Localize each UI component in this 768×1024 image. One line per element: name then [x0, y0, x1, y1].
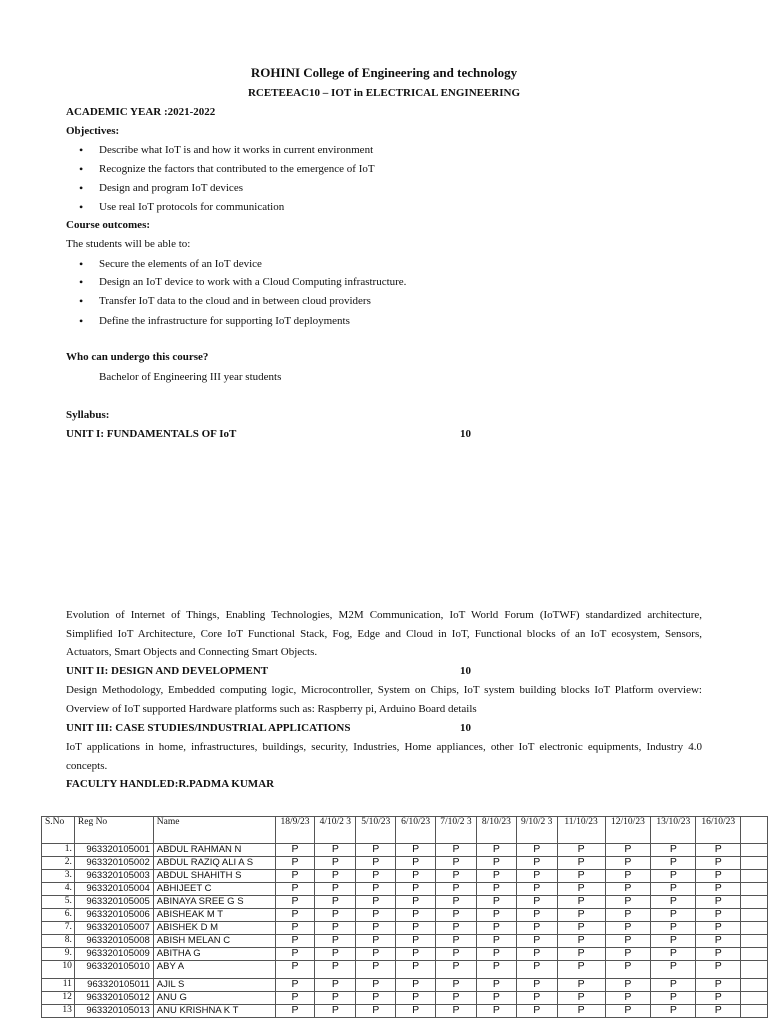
cell-attendance-mark: P	[315, 948, 356, 961]
cell-reg-no: 963320105013	[74, 1005, 153, 1018]
cell-attendance-mark: P	[605, 870, 651, 883]
cell-attendance-mark: P	[476, 979, 516, 992]
cell-attendance-mark: P	[476, 1005, 516, 1018]
cell-attendance-mark: P	[557, 857, 605, 870]
cell-attendance-mark: P	[315, 1005, 356, 1018]
cell-name: ABDUL RAZIQ ALI A S	[153, 857, 275, 870]
cell-attendance-mark: P	[516, 935, 557, 948]
table-row	[42, 979, 768, 992]
header-date: 13/10/23	[651, 817, 696, 844]
cell-attendance-mark: P	[356, 948, 396, 961]
cell-attendance-mark: P	[356, 935, 396, 948]
cell-attendance-mark: P	[396, 1005, 436, 1018]
cell-extra	[741, 948, 768, 961]
cell-attendance-mark: P	[315, 883, 356, 896]
cell-attendance-mark: P	[396, 979, 436, 992]
cell-attendance-mark: P	[436, 883, 477, 896]
cell-attendance-mark: P	[651, 870, 696, 883]
cell-attendance-mark: P	[476, 922, 516, 935]
academic-year: ACADEMIC YEAR :2021-2022	[66, 106, 216, 118]
cell-attendance-mark: P	[275, 948, 315, 961]
cell-attendance-mark: P	[356, 870, 396, 883]
cell-attendance-mark: P	[696, 961, 741, 979]
cell-attendance-mark: P	[315, 979, 356, 992]
cell-attendance-mark: P	[436, 922, 477, 935]
cell-attendance-mark: P	[651, 896, 696, 909]
cell-sno: 12	[42, 992, 75, 1005]
cell-attendance-mark: P	[436, 896, 477, 909]
cell-attendance-mark: P	[275, 844, 315, 857]
cell-extra	[741, 909, 768, 922]
cell-attendance-mark: P	[557, 948, 605, 961]
cell-attendance-mark: P	[396, 948, 436, 961]
table-row	[42, 1005, 768, 1018]
cell-extra	[741, 1005, 768, 1018]
unit3-body: IoT applications in home, infrastructures, buildings, security, Industries, Home appliances, other IoT electronic equipments, Industry 4.0 concepts.	[66, 741, 702, 772]
cell-attendance-mark: P	[275, 961, 315, 979]
cell-sno: 1.	[42, 844, 75, 857]
cell-attendance-mark: P	[356, 961, 396, 979]
cell-attendance-mark: P	[605, 909, 651, 922]
cell-sno: 5.	[42, 896, 75, 909]
cell-attendance-mark: P	[436, 979, 477, 992]
cell-attendance-mark: P	[696, 922, 741, 935]
header-date: 6/10/23	[396, 817, 436, 844]
cell-extra	[741, 844, 768, 857]
cell-attendance-mark: P	[696, 896, 741, 909]
unit3-title: UNIT III: CASE STUDIES/INDUSTRIAL APPLICATIONS	[66, 722, 351, 734]
cell-name: ANU KRISHNA K T	[153, 1005, 275, 1018]
cell-attendance-mark: P	[696, 979, 741, 992]
cell-attendance-mark: P	[356, 909, 396, 922]
cell-name: ABITHA G	[153, 948, 275, 961]
cell-extra	[741, 896, 768, 909]
cell-attendance-mark: P	[516, 870, 557, 883]
header-date: 9/10/2 3	[516, 817, 557, 844]
audience-heading: Who can undergo this course?	[66, 351, 209, 363]
cell-attendance-mark: P	[396, 922, 436, 935]
cell-name: ABY A	[153, 961, 275, 979]
cell-attendance-mark: P	[696, 870, 741, 883]
cell-attendance-mark: P	[275, 870, 315, 883]
cell-attendance-mark: P	[275, 883, 315, 896]
cell-attendance-mark: P	[275, 979, 315, 992]
cell-attendance-mark: P	[396, 992, 436, 1005]
cell-attendance-mark: P	[275, 857, 315, 870]
table-row	[42, 844, 768, 857]
cell-reg-no: 963320105001	[74, 844, 153, 857]
cell-attendance-mark: P	[651, 844, 696, 857]
header-name: Name	[153, 817, 275, 844]
cell-name: ABINAYA SREE G S	[153, 896, 275, 909]
syllabus-heading: Syllabus:	[66, 409, 110, 421]
cell-attendance-mark: P	[396, 896, 436, 909]
cell-extra	[741, 961, 768, 979]
cell-attendance-mark: P	[516, 896, 557, 909]
cell-attendance-mark: P	[476, 935, 516, 948]
table-row	[42, 992, 768, 1005]
cell-attendance-mark: P	[396, 961, 436, 979]
table-row	[42, 948, 768, 961]
cell-attendance-mark: P	[651, 935, 696, 948]
cell-reg-no: 963320105012	[74, 992, 153, 1005]
cell-attendance-mark: P	[651, 992, 696, 1005]
cell-attendance-mark: P	[605, 961, 651, 979]
cell-attendance-mark: P	[651, 857, 696, 870]
cell-attendance-mark: P	[696, 1005, 741, 1018]
cell-attendance-mark: P	[315, 922, 356, 935]
cell-sno: 2.	[42, 857, 75, 870]
table-row	[42, 857, 768, 870]
objectives-heading: Objectives:	[66, 125, 120, 137]
audience-text: Bachelor of Engineering III year students	[99, 371, 282, 383]
cell-attendance-mark: P	[516, 922, 557, 935]
header-extra-cell	[741, 817, 768, 844]
cell-attendance-mark: P	[476, 948, 516, 961]
cell-attendance-mark: P	[516, 857, 557, 870]
cell-attendance-mark: P	[651, 961, 696, 979]
unit2-hours: 10	[460, 665, 471, 677]
header-date: 11/10/23	[557, 817, 605, 844]
cell-attendance-mark: P	[315, 896, 356, 909]
cell-sno: 10	[42, 961, 75, 979]
cell-attendance-mark: P	[315, 992, 356, 1005]
cell-name: ABHIJEET C	[153, 883, 275, 896]
cell-attendance-mark: P	[696, 948, 741, 961]
cell-name: AJIL S	[153, 979, 275, 992]
cell-attendance-mark: P	[315, 844, 356, 857]
cell-sno: 6.	[42, 909, 75, 922]
cell-attendance-mark: P	[557, 844, 605, 857]
cell-attendance-mark: P	[476, 857, 516, 870]
cell-attendance-mark: P	[476, 844, 516, 857]
cell-attendance-mark: P	[557, 979, 605, 992]
cell-reg-no: 963320105011	[74, 979, 153, 992]
outcome-item: • Secure the elements of an IoT device	[99, 258, 262, 270]
cell-sno: 11	[42, 979, 75, 992]
cell-attendance-mark: P	[696, 844, 741, 857]
cell-reg-no: 963320105007	[74, 922, 153, 935]
faculty-handled: FACULTY HANDLED:R.PADMA KUMAR	[66, 778, 275, 790]
cell-attendance-mark: P	[356, 883, 396, 896]
cell-extra	[741, 922, 768, 935]
cell-attendance-mark: P	[315, 909, 356, 922]
cell-attendance-mark: P	[651, 1005, 696, 1018]
cell-attendance-mark: P	[356, 896, 396, 909]
cell-attendance-mark: P	[436, 857, 477, 870]
cell-attendance-mark: P	[557, 1005, 605, 1018]
cell-reg-no: 963320105003	[74, 870, 153, 883]
cell-attendance-mark: P	[476, 992, 516, 1005]
unit1-title: UNIT I: FUNDAMENTALS OF IoT	[66, 428, 237, 440]
cell-attendance-mark: P	[605, 992, 651, 1005]
cell-attendance-mark: P	[605, 844, 651, 857]
cell-sno: 7.	[42, 922, 75, 935]
cell-attendance-mark: P	[557, 935, 605, 948]
cell-attendance-mark: P	[651, 979, 696, 992]
table-header-row	[42, 817, 768, 844]
table-row	[42, 896, 768, 909]
unit1-hours: 10	[460, 428, 471, 440]
cell-attendance-mark: P	[476, 961, 516, 979]
cell-extra	[741, 870, 768, 883]
cell-attendance-mark: P	[396, 857, 436, 870]
objective-item: • Use real IoT protocols for communication	[99, 201, 284, 213]
cell-name: ABDUL RAHMAN N	[153, 844, 275, 857]
cell-attendance-mark: P	[436, 992, 477, 1005]
outcome-item: • Transfer IoT data to the cloud and in between cloud providers	[99, 295, 371, 307]
college-title: ROHINI College of Engineering and technology	[250, 65, 518, 80]
cell-attendance-mark: P	[476, 870, 516, 883]
cell-reg-no: 963320105009	[74, 948, 153, 961]
cell-attendance-mark: P	[436, 961, 477, 979]
cell-attendance-mark: P	[275, 935, 315, 948]
cell-reg-no: 963320105006	[74, 909, 153, 922]
cell-attendance-mark: P	[605, 979, 651, 992]
cell-extra	[741, 992, 768, 1005]
cell-attendance-mark: P	[516, 979, 557, 992]
cell-attendance-mark: P	[696, 935, 741, 948]
cell-attendance-mark: P	[696, 992, 741, 1005]
cell-attendance-mark: P	[651, 922, 696, 935]
cell-sno: 13	[42, 1005, 75, 1018]
cell-attendance-mark: P	[476, 909, 516, 922]
cell-attendance-mark: P	[516, 1005, 557, 1018]
cell-attendance-mark: P	[557, 896, 605, 909]
cell-attendance-mark: P	[696, 883, 741, 896]
course-title: RCETEEAC10 – IOT in ELECTRICAL ENGINEERING	[247, 87, 521, 99]
cell-attendance-mark: P	[557, 961, 605, 979]
cell-name: ANU G	[153, 992, 275, 1005]
cell-attendance-mark: P	[315, 857, 356, 870]
table-row	[42, 909, 768, 922]
cell-attendance-mark: P	[356, 857, 396, 870]
cell-attendance-mark: P	[436, 948, 477, 961]
unit3-hours: 10	[460, 722, 471, 734]
cell-attendance-mark: P	[557, 883, 605, 896]
cell-extra	[741, 857, 768, 870]
cell-attendance-mark: P	[605, 883, 651, 896]
cell-extra	[741, 979, 768, 992]
unit2-title: UNIT II: DESIGN AND DEVELOPMENT	[66, 665, 269, 677]
cell-attendance-mark: P	[315, 935, 356, 948]
cell-attendance-mark: P	[396, 909, 436, 922]
cell-attendance-mark: P	[356, 844, 396, 857]
outcomes-intro: The students will be able to:	[66, 238, 191, 250]
cell-attendance-mark: P	[516, 909, 557, 922]
cell-attendance-mark: P	[557, 870, 605, 883]
cell-attendance-mark: P	[396, 935, 436, 948]
cell-reg-no: 963320105010	[74, 961, 153, 979]
cell-attendance-mark: P	[275, 896, 315, 909]
header-date: 8/10/23	[476, 817, 516, 844]
cell-attendance-mark: P	[476, 896, 516, 909]
header-date: 16/10/23	[696, 817, 741, 844]
cell-attendance-mark: P	[356, 992, 396, 1005]
cell-sno: 8.	[42, 935, 75, 948]
cell-name: ABISH MELAN C	[153, 935, 275, 948]
cell-attendance-mark: P	[476, 883, 516, 896]
cell-attendance-mark: P	[516, 992, 557, 1005]
cell-reg-no: 963320105004	[74, 883, 153, 896]
cell-attendance-mark: P	[516, 961, 557, 979]
cell-attendance-mark: P	[275, 922, 315, 935]
cell-name: ABDUL SHAHITH S	[153, 870, 275, 883]
cell-reg-no: 963320105002	[74, 857, 153, 870]
cell-attendance-mark: P	[356, 922, 396, 935]
attendance-table	[41, 816, 768, 1018]
cell-attendance-mark: P	[516, 883, 557, 896]
cell-reg-no: 963320105005	[74, 896, 153, 909]
cell-attendance-mark: P	[436, 870, 477, 883]
table-row	[42, 935, 768, 948]
cell-attendance-mark: P	[651, 909, 696, 922]
cell-extra	[741, 883, 768, 896]
objective-item: • Recognize the factors that contributed to the emergence of IoT	[99, 163, 375, 175]
cell-attendance-mark: P	[275, 909, 315, 922]
cell-name: ABISHEAK M T	[153, 909, 275, 922]
header-date: 4/10/2 3	[315, 817, 356, 844]
header-date: 7/10/2 3	[436, 817, 477, 844]
table-row	[42, 870, 768, 883]
header-date: 18/9/23	[275, 817, 315, 844]
header-sno: S.No	[42, 817, 75, 844]
cell-attendance-mark: P	[396, 844, 436, 857]
cell-attendance-mark: P	[356, 1005, 396, 1018]
cell-attendance-mark: P	[436, 844, 477, 857]
table-row	[42, 961, 768, 979]
cell-attendance-mark: P	[315, 870, 356, 883]
outcome-item: • Design an IoT device to work with a Cloud Computing infrastructure.	[99, 276, 406, 288]
unit1-body: Evolution of Internet of Things, Enabling Technologies, M2M Communication, IoT World Forum (IoTWF) standardized architecture, Simplified IoT Architecture, Core IoT Functional Stack, Fog, Edge and Cloud in IoT, Functional blocks of an IoT ecosystem, Sensors, Actuators, Smart Objects and Connecting Smart Objects.	[66, 609, 702, 658]
cell-attendance-mark: P	[696, 857, 741, 870]
outcome-item: • Define the infrastructure for supporting IoT deployments	[99, 315, 350, 327]
cell-attendance-mark: P	[516, 844, 557, 857]
cell-attendance-mark: P	[605, 1005, 651, 1018]
header-date: 5/10/23	[356, 817, 396, 844]
cell-sno: 4.	[42, 883, 75, 896]
cell-attendance-mark: P	[696, 909, 741, 922]
unit2-body: Design Methodology, Embedded computing logic, Microcontroller, System on Chips, IoT system building blocks IoT Platform overview: Overview of IoT supported Hardware platforms such as: Raspberry pi, Arduino Board details	[66, 684, 702, 715]
cell-attendance-mark: P	[557, 909, 605, 922]
cell-sno: 9.	[42, 948, 75, 961]
cell-attendance-mark: P	[605, 896, 651, 909]
table-row	[42, 922, 768, 935]
cell-attendance-mark: P	[557, 922, 605, 935]
cell-attendance-mark: P	[436, 1005, 477, 1018]
header-date: 12/10/23	[605, 817, 651, 844]
header-reg-no: Reg No	[74, 817, 153, 844]
cell-attendance-mark: P	[651, 883, 696, 896]
cell-reg-no: 963320105008	[74, 935, 153, 948]
cell-name: ABISHEK D M	[153, 922, 275, 935]
outcomes-heading: Course outcomes:	[66, 219, 151, 231]
cell-attendance-mark: P	[557, 992, 605, 1005]
cell-attendance-mark: P	[605, 857, 651, 870]
cell-attendance-mark: P	[396, 883, 436, 896]
cell-attendance-mark: P	[275, 992, 315, 1005]
objective-item: • Describe what IoT is and how it works in current environment	[99, 144, 373, 156]
cell-extra	[741, 935, 768, 948]
cell-attendance-mark: P	[315, 961, 356, 979]
cell-sno: 3.	[42, 870, 75, 883]
cell-attendance-mark: P	[356, 979, 396, 992]
cell-attendance-mark: P	[516, 948, 557, 961]
cell-attendance-mark: P	[605, 935, 651, 948]
objective-item: • Design and program IoT devices	[99, 182, 243, 194]
cell-attendance-mark: P	[605, 922, 651, 935]
cell-attendance-mark: P	[396, 870, 436, 883]
cell-attendance-mark: P	[275, 1005, 315, 1018]
cell-attendance-mark: P	[436, 909, 477, 922]
table-row	[42, 883, 768, 896]
cell-attendance-mark: P	[651, 948, 696, 961]
cell-attendance-mark: P	[605, 948, 651, 961]
cell-attendance-mark: P	[436, 935, 477, 948]
